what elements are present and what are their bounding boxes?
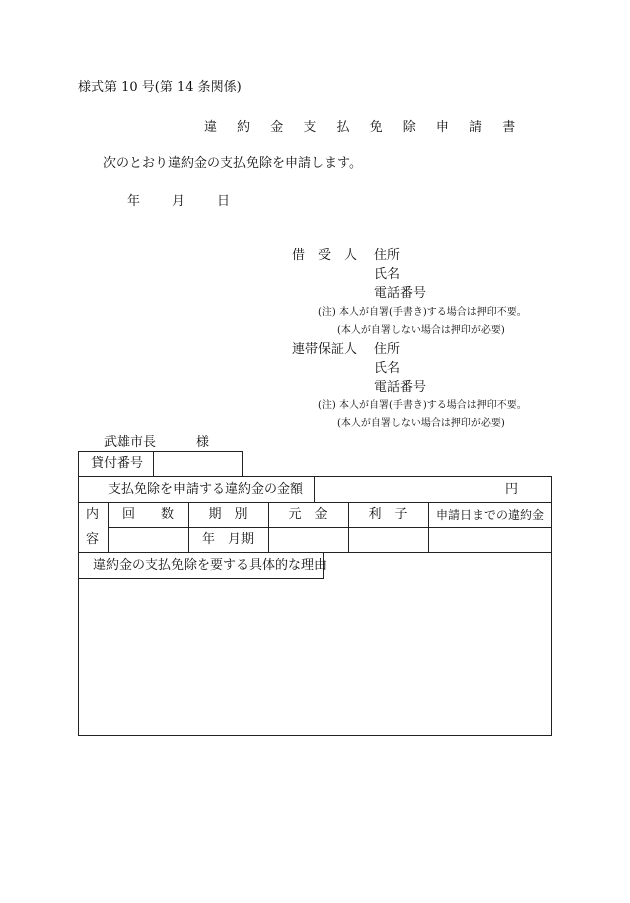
header-interest: 利 子	[368, 507, 408, 522]
row-divider-1	[78, 502, 552, 503]
addressee-suffix: 様	[196, 435, 210, 450]
guarantor-phone-label: 電話番号	[374, 380, 427, 395]
intro-text: 次のとおり違約金の支払免除を申請します。	[103, 156, 362, 171]
borrower-phone-label: 電話番号	[374, 286, 427, 301]
header-penalty-to-date: 申請日までの違約金	[435, 508, 544, 522]
guarantor-note-2: (本人が自署しない場合は押印が必要)	[337, 418, 505, 429]
borrower-address-label: 住所	[374, 248, 401, 263]
header-principal: 元 金	[288, 507, 328, 522]
reason-label: 違約金の支払免除を要する具体的な理由	[93, 558, 328, 573]
installments-field[interactable]	[110, 529, 186, 550]
borrower-name-label: 氏名	[374, 267, 401, 282]
row-divider-2	[108, 527, 552, 528]
header-installments: 回 数	[121, 507, 174, 522]
guarantor-label: 連帯保証人	[292, 342, 358, 357]
yen-unit: 円	[505, 482, 519, 497]
date-line: 年 月 日	[127, 194, 233, 209]
borrower-note-2: (本人が自署しない場合は押印が必要)	[337, 325, 505, 336]
guarantor-name-label: 氏名	[374, 361, 401, 376]
borrower-note-1: (注) 本人が自署(手書き)する場合は押印不要。	[318, 307, 527, 318]
guarantor-address-label: 住所	[374, 342, 401, 357]
exemption-amount-label: 支払免除を申請する違約金の金額	[108, 482, 304, 497]
principal-field[interactable]	[270, 529, 346, 550]
content-label-2: 容	[86, 532, 100, 547]
content-label-1: 内	[86, 507, 100, 522]
header-period: 期 別	[208, 507, 248, 522]
guarantor-note-1: (注) 本人が自署(手書き)する場合は押印不要。	[318, 400, 527, 411]
addressee: 武雄市長	[104, 435, 157, 450]
amount-divider	[314, 476, 315, 502]
loan-number-label: 貸付番号	[91, 456, 144, 471]
form-number: 様式第 10 号(第 14 条関係)	[78, 80, 242, 95]
reason-field[interactable]	[80, 581, 550, 734]
exemption-amount-field[interactable]	[316, 478, 496, 500]
borrower-label: 借 受 人	[292, 248, 358, 263]
penalty-field[interactable]	[430, 529, 550, 550]
page-title: 違 約 金 支 払 免 除 申 請 書	[204, 120, 524, 135]
loan-number-divider	[153, 451, 154, 477]
interest-field[interactable]	[350, 529, 426, 550]
loan-number-field[interactable]	[155, 453, 241, 475]
period-value: 年 月期	[201, 532, 254, 547]
